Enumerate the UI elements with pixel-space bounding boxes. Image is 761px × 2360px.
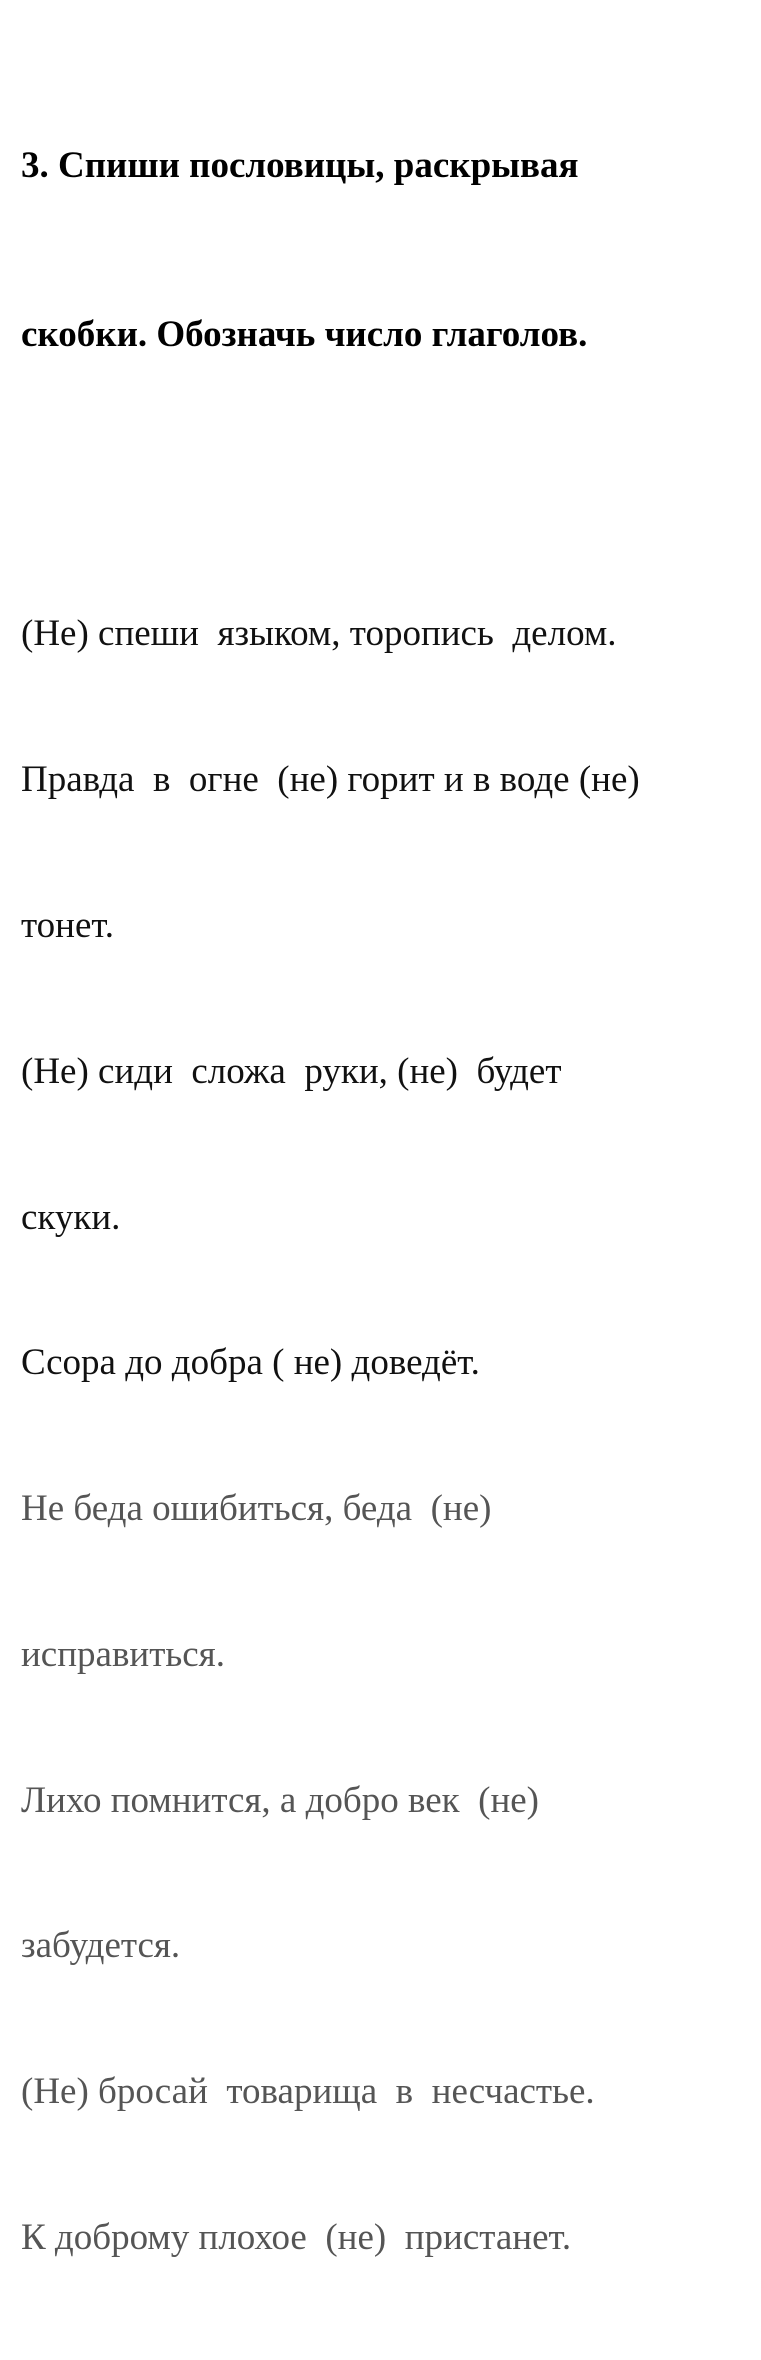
- proverb-list: [21, 513, 749, 2360]
- task-title: [21, 16, 749, 473]
- proverb-line-1: (Не) спеши языком, торопись делом.: [21, 613, 617, 655]
- proverb-line-6: Ссора до добра ( не) доведёт.: [21, 1342, 480, 1384]
- proverb-line-5: скуки.: [21, 1196, 121, 1238]
- proverb-line-2: Правда в огне (не) горит и в воде (не): [21, 759, 640, 801]
- proverb-line-10: забудется.: [21, 1925, 181, 1967]
- proverb-line-9: Лихо помнится, а добро век (не): [21, 1779, 539, 1821]
- proverb-line-12: К доброму плохое (не) пристанет.: [21, 2216, 572, 2258]
- task-title-line-2: скобки. Обозначь число глаголов.: [21, 313, 588, 355]
- proverb-line-4: (Не) сиди сложа руки, (не) будет: [21, 1050, 562, 1092]
- proverb-line-3: тонет.: [21, 904, 115, 946]
- proverb-line-7: Не беда ошибиться, беда (не): [21, 1488, 492, 1530]
- proverb-line-8: исправиться.: [21, 1633, 225, 1675]
- proverb-line-11: (Не) бросай товарища в несчастье.: [21, 2071, 595, 2113]
- task-title-line-1: 3. Спиши пословицы, раскрывая: [21, 145, 579, 186]
